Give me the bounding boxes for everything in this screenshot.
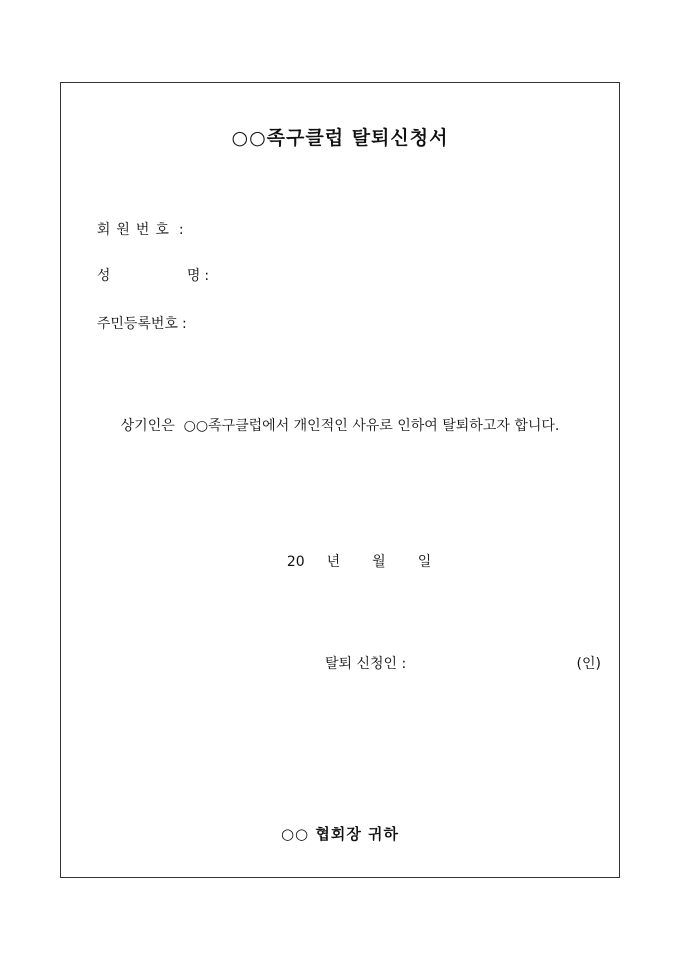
date-day-unit: 일 — [417, 554, 432, 570]
name-field — [79, 249, 209, 301]
date-year-prefix: 20 — [286, 554, 305, 570]
form-title: ○○족구클럽 탈퇴신청서 — [231, 127, 449, 149]
resident-number-label: 주민등록번호 — [96, 316, 178, 332]
name-label-first: 성 — [96, 268, 111, 284]
withdrawal-form — [60, 82, 620, 878]
member-number-label: 회원번호 — [96, 222, 175, 238]
addressee: ○○ 협회장 귀하 — [280, 825, 400, 843]
applicant-label: 탈퇴 신청인 : — [325, 656, 407, 672]
resident-number-colon: : — [181, 316, 187, 332]
member-number-field — [79, 203, 184, 255]
member-number-colon: : — [178, 222, 184, 238]
resident-number-field — [79, 297, 187, 349]
withdrawal-statement: 상기인은 ○○족구클럽에서 개인적인 사유로 인하여 탈퇴하고자 합니다. — [120, 418, 560, 434]
name-colon: : — [204, 268, 210, 284]
date-month-unit: 월 — [372, 554, 386, 570]
date-year-unit: 년 — [326, 554, 341, 570]
name-label-second: 명 — [186, 268, 201, 284]
seal-mark: (인) — [576, 656, 601, 672]
date-line — [269, 535, 431, 587]
